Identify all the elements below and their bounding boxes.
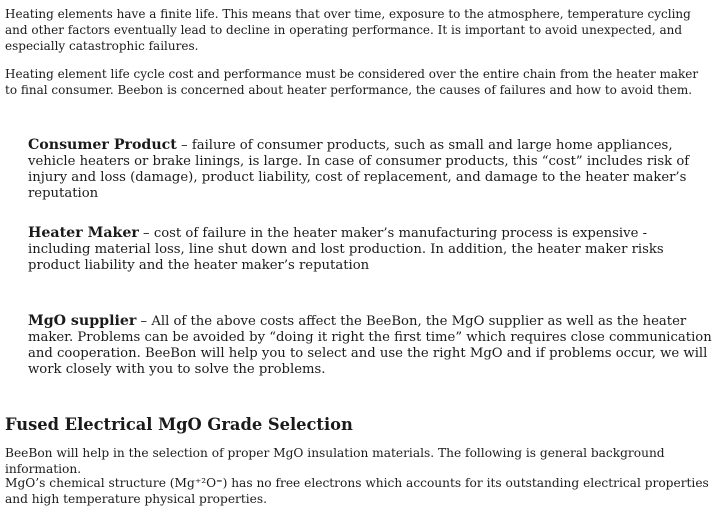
- section-heading: Fused Electrical MgO Grade Selection: [5, 415, 353, 434]
- mgo-supplier-text: – All of the above costs affect the BeeBon, the MgO supplier as well as the heater maker. Problems can be avoided by “doing it right the first time” which requires close communication and cooperation. BeeBon will help you to select and use the right MgO and if problems occur, we will work closely with you to solve the problems.: [28, 314, 712, 377]
- section-paragraph-1: BeeBon will help in the selection of proper MgO insulation materials. The following is general background information.: [5, 446, 665, 476]
- intro-paragraph-2: Heating element life cycle cost and performance must be considered over the entire chain from the heater maker to final consumer. Beebon is concerned about heater performance, the causes of failures and how to avoid them.: [5, 67, 699, 97]
- mgo-supplier-term: MgO supplier: [28, 313, 137, 329]
- consumer-product-text: – failure of consumer products, such as small and large home appliances, vehicle heaters or brake linings, is large. In case of consumer products, this “cost” includes risk of injury and loss (damage), product liability, cost of replacement, and damage to the heater maker’s reputation: [28, 138, 690, 201]
- heater-maker-term: Heater Maker: [28, 225, 139, 241]
- intro-paragraph-1: Heating elements have a finite life. This means that over time, exposure to the atmosphere, temperature cycling and other factors eventually lead to decline in operating performance. It is important to avoid unexpected, and especially catastrophic failures.: [5, 7, 691, 53]
- consumer-product-term: Consumer Product: [28, 137, 177, 153]
- consumer-product-block: [28, 137, 712, 202]
- mgo-supplier-block: [28, 313, 712, 378]
- heater-maker-block: [28, 225, 712, 274]
- section-paragraph-2: MgO’s chemical structure (Mg⁺²O⁼) has no free electrons which accounts for its outstanding electrical properties and high temperature physical properties.: [5, 476, 709, 506]
- heater-maker-text: – cost of failure in the heater maker’s manufacturing process is expensive - including material loss, line shut down and lost production. In addition, the heater maker risks product liability and the heater maker’s reputation: [28, 226, 664, 273]
